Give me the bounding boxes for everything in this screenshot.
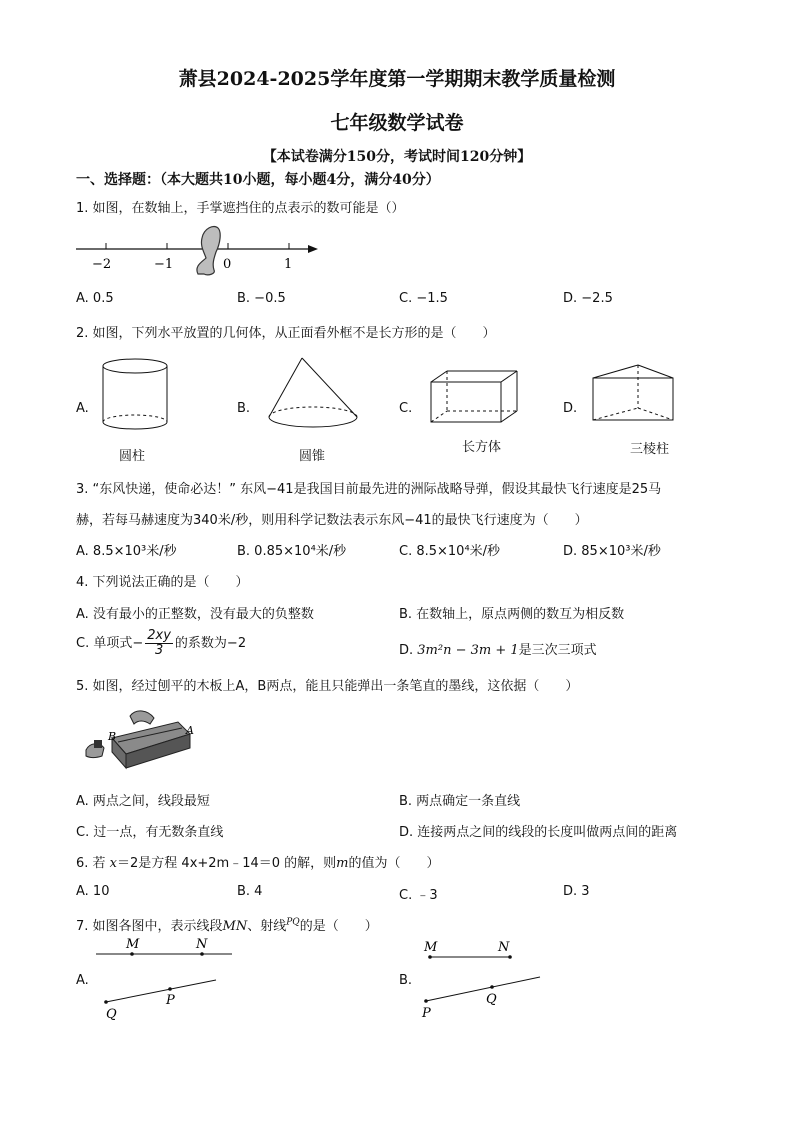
q3-line2: 赫，若每马赫速度为340米/秒，则用科学记数法表示东风−41的最快飞行速度为（ ） [76,513,588,528]
label-m: M [424,940,438,955]
q4-stem: 4. 下列说法正确的是（ ） [76,575,249,590]
q7-stem: 7. 如图各图中，表示线段MN、射线$^{PQ}$的是（ ） [76,917,378,934]
q2-letter-a: A. [76,401,89,416]
q4-fraction: $\frac{2xy}{3}$ [147,628,171,658]
q4-option-a: A. 没有最小的正整数，没有最大的负整数 [76,607,314,622]
q6-option-c: C. ﹣3 [399,888,438,903]
label-n: N [498,940,510,955]
label-m: M [126,937,140,952]
label-n: N [196,937,208,952]
q1-option-a: A. 0.5 [76,291,114,306]
cone-figure [264,355,364,437]
point-a-label: A [186,724,194,737]
q1-option-c: C. −1.5 [399,291,448,306]
q5-stem: 5. 如图，经过刨平的木板上A，B两点，能且只能弹出一条笔直的墨线，这依据（ ） [76,679,579,694]
q1-stem: 1. 如图，在数轴上，手掌遮挡住的点表示的数可能是（） [76,201,405,216]
hand-icon [197,226,220,274]
tick-label: 1 [284,257,293,272]
q7-figure-b [416,932,546,1022]
q2-letter-c: C. [399,401,413,416]
q2-letter-d: D. [563,401,578,416]
q2-caption-b: 圆锥 [299,449,326,464]
q5-option-a: A. 两点之间，线段最短 [76,794,210,809]
label-p: P [422,1006,431,1021]
q3-option-b: B. 0.85×10⁴米/秒 [237,544,347,559]
section-heading: 一、选择题：（本大题共10小题，每小题4分，满分40分） [76,172,440,188]
q2-caption-c: 长方体 [462,440,502,455]
q3-option-d: D. 85×10³米/秒 [563,544,661,559]
point-b-label: B [108,730,117,743]
q1-number-line [70,222,330,277]
q5-plank-illustration [82,706,200,774]
cuboid-figure [428,368,524,426]
q5-option-b: B. 两点确定一条直线 [399,794,521,809]
q1-option-d: D. −2.5 [563,291,613,306]
q6-option-d: D. 3 [563,884,590,899]
q6-stem: 6. 若 x＝2是方程 4x+2m﹣14＝0 的解，则m的值为（ ） [76,856,440,871]
q1-option-b: B. −0.5 [237,291,286,306]
q5-option-d: D. 连接两点之间的线段的长度叫做两点间的距离 [399,825,678,840]
exam-note: 【本试卷满分150分，考试时间120分钟】 [262,149,532,165]
label-p: P [166,993,175,1008]
q2-letter-b: B. [237,401,251,416]
q3-option-a: A. 8.5×10³米/秒 [76,544,177,559]
q4-option-d: D. 3m²n − 3m + 1是三次三项式 [399,643,597,658]
q3-option-c: C. 8.5×10⁴米/秒 [399,544,501,559]
label-q: Q [106,1007,117,1022]
q4-option-b: B. 在数轴上，原点两侧的数互为相反数 [399,607,625,622]
q7-letter-a: A. [76,973,89,988]
tick-label: −2 [92,257,112,272]
q4-option-c: C. 单项式− $\frac{2xy}{3}$ 的系数为−2 [76,628,247,658]
exam-subtitle: 七年级数学试卷 [330,112,464,134]
cylinder-figure [100,357,178,437]
q2-stem: 2. 如图，下列水平放置的几何体，从正面看外框不是长方形的是（ ） [76,326,496,341]
q7-letter-b: B. [399,973,413,988]
q2-caption-a: 圆柱 [119,449,146,464]
q5-option-c: C. 过一点，有无数条直线 [76,825,224,840]
tick-label: 0 [223,257,232,272]
label-q: Q [486,992,497,1007]
prism-figure [588,362,678,426]
tick-label: −1 [154,257,174,272]
q3-line1: 3. “东风快递，使命必达！” 东风−41是我国目前最先进的洲际战略导弹，假设其最快飞行速度是25马 [76,482,662,497]
q2-caption-d: 三棱柱 [630,442,670,457]
q6-option-a: A. 10 [76,884,110,899]
exam-title: 萧县2024-2025学年度第一学期期末教学质量检测 [178,68,616,90]
q7-figure-a [92,932,237,1022]
q6-option-b: B. 4 [237,884,263,899]
